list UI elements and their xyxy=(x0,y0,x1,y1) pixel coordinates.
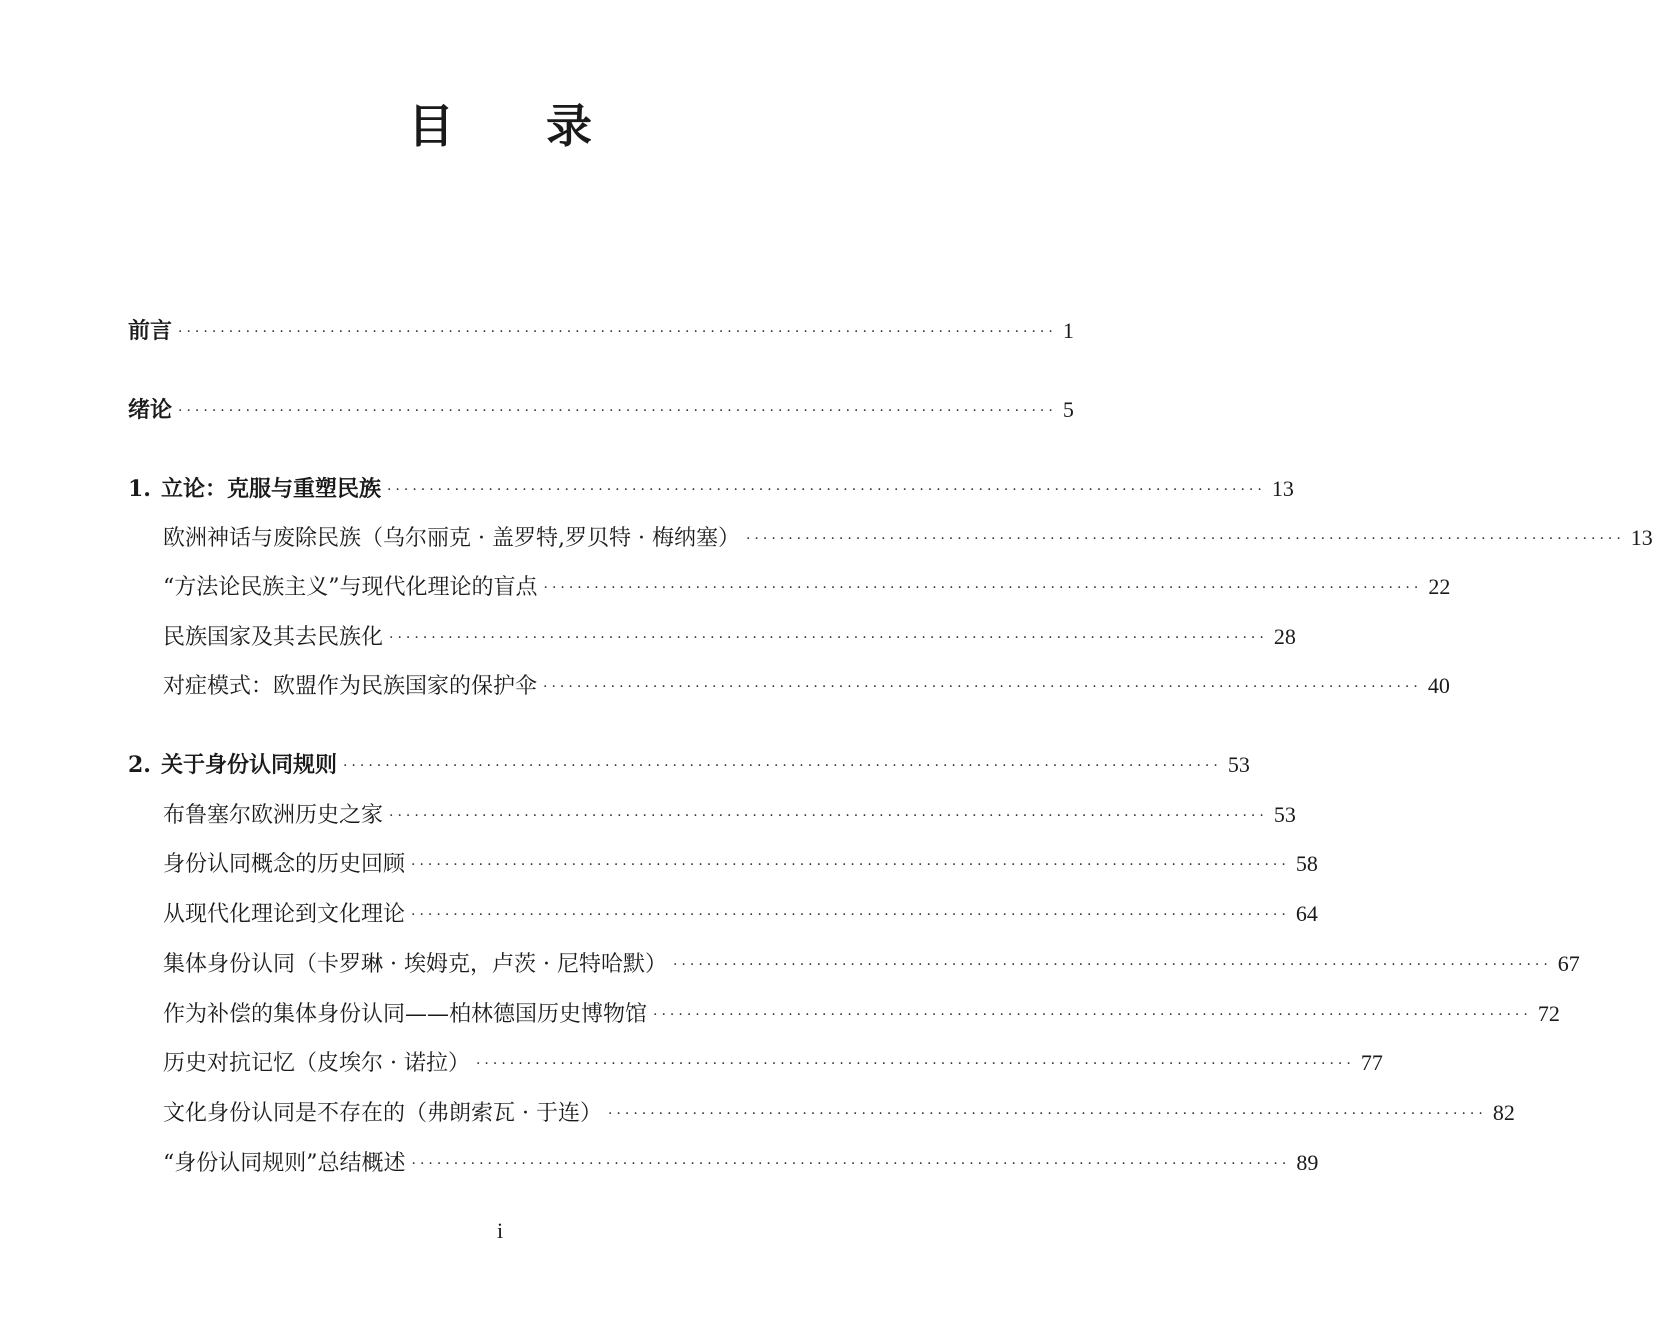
toc-entry-chapter-2[interactable] xyxy=(128,748,1250,782)
toc-entry-section[interactable] xyxy=(163,669,1450,703)
toc-page-number: 53 xyxy=(1227,752,1250,777)
toc-page-number: 53 xyxy=(1273,802,1296,827)
toc-page-number: 77 xyxy=(1360,1050,1383,1075)
toc-page-number: 40 xyxy=(1427,673,1450,698)
dot-leader: ········································································································ xyxy=(543,679,1422,695)
toc-page-number: 28 xyxy=(1273,624,1296,649)
toc-entry-label: “方法论民族主义”与现代化理论的盲点 xyxy=(163,575,538,600)
page-title: 目 录 xyxy=(408,99,592,153)
dot-leader: ········································································································ xyxy=(342,758,1222,774)
dot-leader: ········································································································ xyxy=(389,630,1268,646)
toc-page-number: 5 xyxy=(1062,397,1074,422)
toc-entry-label: “身份认同规则”总结概述 xyxy=(163,1151,406,1176)
page-folio: i xyxy=(496,1218,504,1243)
dot-leader: ········································································································ xyxy=(475,1056,1355,1072)
toc-entry-label: 欧洲神话与废除民族（乌尔丽克 · 盖罗特,罗贝特 · 梅纳塞） xyxy=(163,526,740,551)
toc-page-number: 1 xyxy=(1062,318,1074,343)
toc-entry-section[interactable] xyxy=(163,847,1318,881)
toc-entry-label: 集体身份认同（卡罗琳 · 埃姆克，卢茨 · 尼特哈默） xyxy=(163,952,667,977)
toc-page-number: 22 xyxy=(1428,574,1451,599)
toc-entry-label: 文化身份认同是不存在的（弗朗索瓦 · 于连） xyxy=(163,1101,602,1126)
toc-page-number: 89 xyxy=(1296,1150,1319,1175)
toc-entry-section[interactable] xyxy=(163,570,1451,604)
toc-page-number: 72 xyxy=(1537,1001,1560,1026)
toc-entry-section[interactable] xyxy=(163,1046,1383,1080)
toc-page-number: 67 xyxy=(1557,951,1580,976)
toc-page-number: 82 xyxy=(1492,1100,1515,1125)
toc-entry-label: 民族国家及其去民族化 xyxy=(163,625,384,650)
toc-entry-label: 关于身份认同规则 xyxy=(160,752,337,778)
dot-leader: ········································································································ xyxy=(653,1007,1532,1023)
toc-entry-introduction[interactable] xyxy=(128,393,1074,427)
toc-page-number: 64 xyxy=(1295,901,1318,926)
chapter-number: 2. xyxy=(128,752,151,778)
dot-leader: ········································································································ xyxy=(411,907,1290,923)
toc-entry-label: 对症模式：欧盟作为民族国家的保护伞 xyxy=(163,674,538,699)
dot-leader: ········································································································ xyxy=(411,1156,1291,1172)
dot-leader: ········································································································ xyxy=(672,957,1552,973)
dot-leader: ········································································································ xyxy=(411,857,1290,873)
toc-entry-label: 绪论 xyxy=(128,397,173,423)
chapter-number: 1. xyxy=(128,476,151,502)
toc-entry-label: 作为补偿的集体身份认同——柏林德国历史博物馆 xyxy=(163,1002,648,1027)
dot-leader: ········································································································ xyxy=(543,580,1423,596)
toc-entry-chapter-1[interactable] xyxy=(128,472,1294,506)
toc-entry-section[interactable] xyxy=(163,620,1296,654)
toc-entry-section[interactable] xyxy=(163,1096,1515,1130)
toc-page-number: 13 xyxy=(1271,476,1294,501)
toc-entry-label: 布鲁塞尔欧洲历史之家 xyxy=(163,803,384,828)
toc-page-number: 13 xyxy=(1630,525,1653,550)
toc-entry-label: 历史对抗记忆（皮埃尔 · 诺拉） xyxy=(163,1051,470,1076)
toc-entry-label: 从现代化理论到文化理论 xyxy=(163,902,406,927)
toc-entry-section[interactable] xyxy=(163,521,1653,555)
toc-entry-section[interactable] xyxy=(163,897,1318,931)
toc-entry-preface[interactable] xyxy=(128,314,1074,348)
dot-leader: ········································································································ xyxy=(178,324,1057,340)
toc-entry-label: 立论：克服与重塑民族 xyxy=(160,476,381,502)
dot-leader: ········································································································ xyxy=(745,531,1625,547)
dot-leader: ········································································································ xyxy=(607,1106,1487,1122)
toc-page-number: 58 xyxy=(1295,851,1318,876)
dot-leader: ········································································································ xyxy=(386,482,1266,498)
dot-leader: ········································································································ xyxy=(389,808,1268,824)
toc-entry-label: 身份认同概念的历史回顾 xyxy=(163,852,406,877)
toc-entry-section[interactable] xyxy=(163,798,1296,832)
toc-entry-section[interactable] xyxy=(163,947,1580,981)
toc-entry-label: 前言 xyxy=(128,318,173,344)
dot-leader: ········································································································ xyxy=(178,403,1057,419)
toc-entry-section[interactable] xyxy=(163,997,1560,1031)
toc-entry-section[interactable] xyxy=(163,1146,1319,1180)
